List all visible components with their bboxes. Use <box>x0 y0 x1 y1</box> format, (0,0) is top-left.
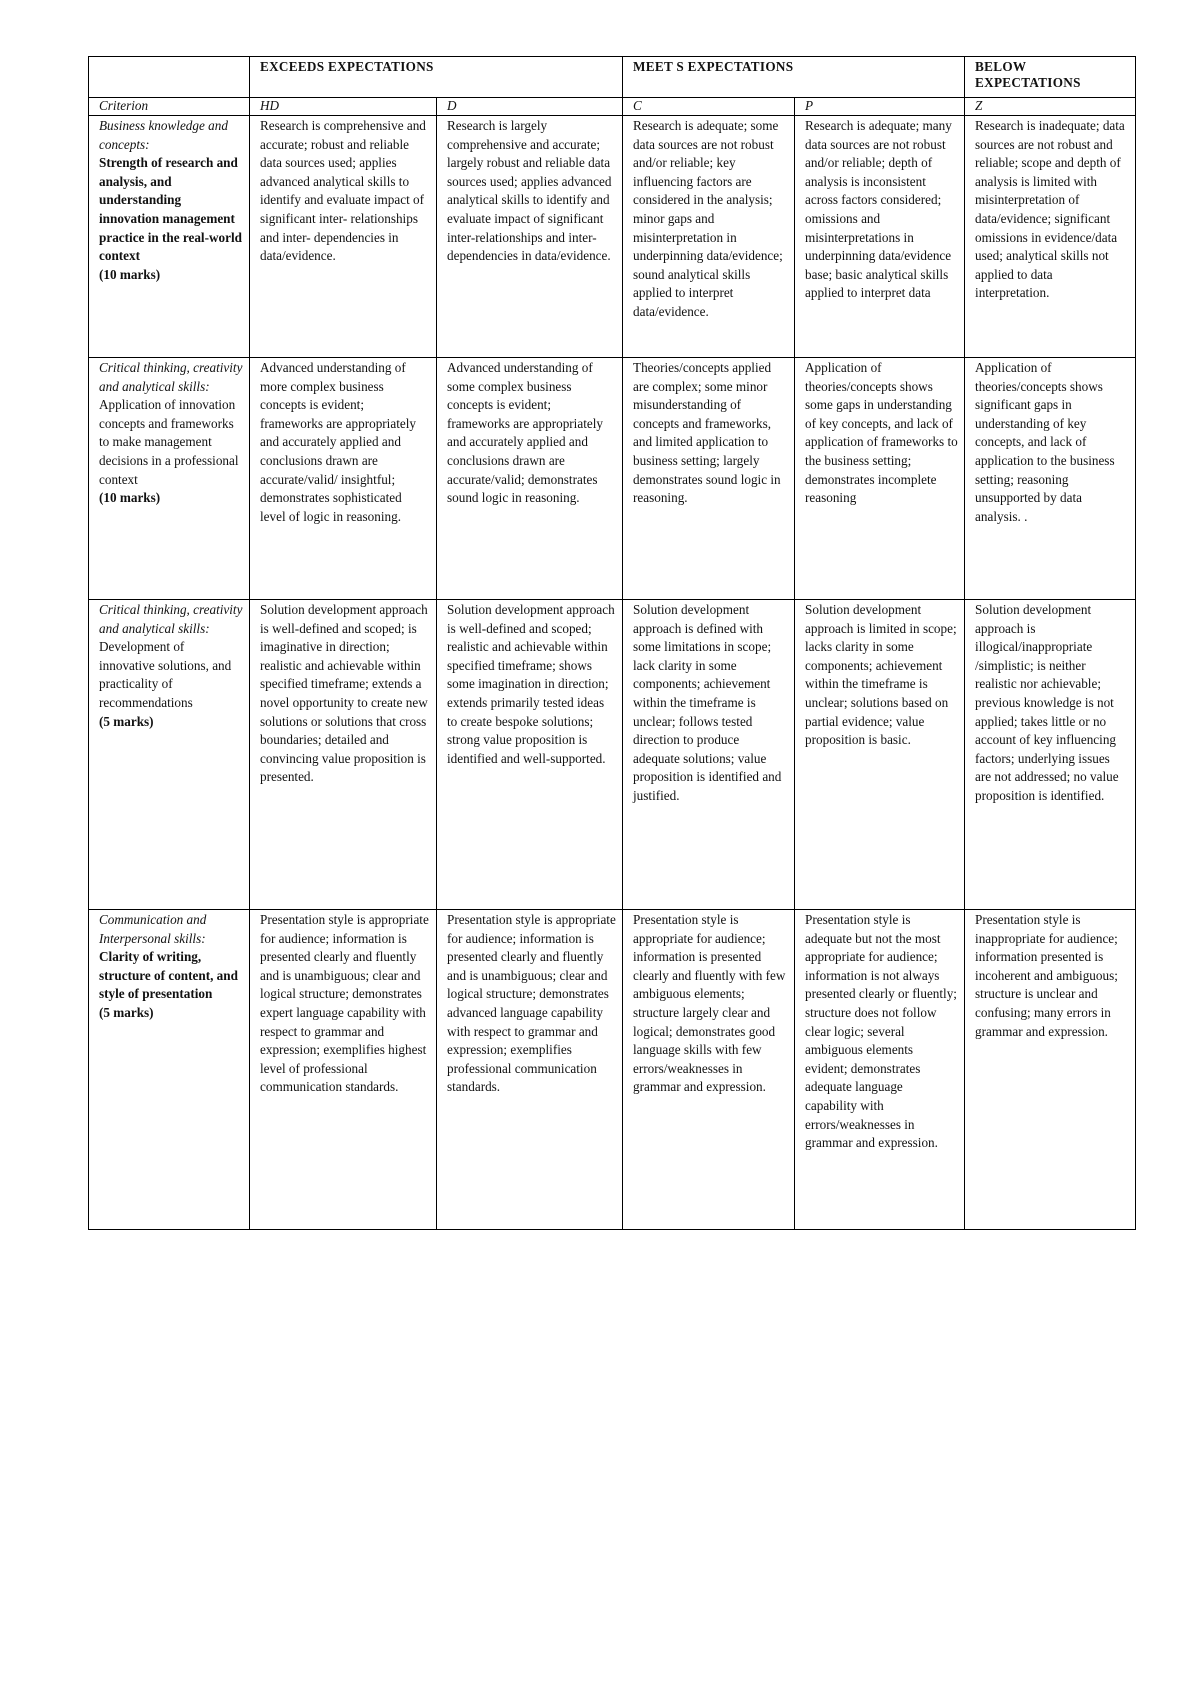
table-row <box>89 116 1136 358</box>
criterion-description: Application of innovation concepts and frameworks to make management decisions in a professional context <box>99 397 239 487</box>
criterion-category: Critical thinking, creativity and analytical skills: <box>99 602 243 636</box>
criterion-cell <box>89 910 250 1230</box>
grade-header-hd: HD <box>250 98 437 116</box>
table-row <box>89 358 1136 600</box>
cell-p-text: Presentation style is adequate but not the most appropriate for audience; information is not always presented clearly or fluently; structure does not follow clear logic; several ambiguous elements evident; demonstrates adequate language capability with errors/weaknesses in grammar and expression. <box>805 912 957 1151</box>
band-exceeds-expectations: EXCEEDS EXPECTATIONS <box>250 57 623 98</box>
criterion-description: Strength of research and analysis, and understanding innovation management practice in the real-world context <box>99 155 242 264</box>
criterion-category: Critical thinking, creativity and analytical skills: <box>99 360 243 394</box>
cell-c-text: Research is adequate; some data sources are not robust and/or reliable; key influencing factors are considered in the analysis; minor gaps and misinterpretation in underpinning data/evidence; sound analytical skills applied to interpret data/evidence. <box>633 118 783 319</box>
grade-header-z: Z <box>965 98 1136 116</box>
cell-hd <box>250 910 437 1230</box>
marking-rubric-table <box>88 56 1136 1230</box>
cell-c-text: Theories/concepts applied are complex; some minor misunderstanding of concepts and frameworks, and limited application to business setting; largely demonstrates sound logic in reasoning. <box>633 360 781 506</box>
grade-header-d: D <box>437 98 623 116</box>
criterion-marks: (5 marks) <box>99 713 154 729</box>
criterion-cell <box>89 600 250 910</box>
criterion-category: Business knowledge and concepts: <box>99 118 228 152</box>
cell-d <box>437 358 623 600</box>
cell-z-text: Solution development approach is illogical/inappropriate /simplistic; is neither realistic nor achievable; previous knowledge is not applied; takes little or no account of key influencing factors; underlying issues are not addressed; no value proposition is identified. <box>975 602 1119 803</box>
cell-z <box>965 910 1136 1230</box>
cell-z <box>965 600 1136 910</box>
table-row <box>89 910 1136 1230</box>
cell-p <box>795 116 965 358</box>
cell-hd-text: Presentation style is appropriate for audience; information is presented clearly and fluently and is unambiguous; clear and logical structure; demonstrates expert language capability with respect to grammar and expression; exemplifies highest level of professional communication standards. <box>260 912 429 1095</box>
cell-d-text: Solution development approach is well-defined and scoped; realistic and achievable within specified timeframe; shows some imagination in direction; extends primarily tested ideas to create bespoke solutions; strong value proposition is identified and well-supported. <box>447 602 615 766</box>
cell-p <box>795 910 965 1230</box>
criterion-marks: (5 marks) <box>99 1004 154 1020</box>
cell-hd <box>250 358 437 600</box>
band-below-expectations: BELOW EXPECTATIONS <box>965 57 1136 98</box>
cell-d <box>437 600 623 910</box>
cell-hd-text: Solution development approach is well-defined and scoped; is imaginative in direction; realistic and achievable within specified timeframe; extends a novel opportunity to create new solutions or solutions that cross boundaries; detailed and convincing value proposition is presented. <box>260 602 428 785</box>
cell-d-text: Research is largely comprehensive and accurate; largely robust and reliable data sources used; applies advanced analytical skills to identify and evaluate impact of significant inter-relationships and inter-dependencies in data/evidence. <box>447 118 612 264</box>
grade-header-p: P <box>795 98 965 116</box>
criterion-description: Clarity of writing, structure of content, and style of presentation <box>99 949 238 1002</box>
cell-d <box>437 910 623 1230</box>
cell-hd <box>250 116 437 358</box>
criterion-marks: (10 marks) <box>99 266 161 282</box>
criterion-cell <box>89 358 250 600</box>
cell-hd-text: Advanced understanding of more complex business concepts is evident; frameworks are appropriately and accurately applied and conclusions drawn are accurate/valid/ insightful; demonstrates sophisticated level of logic in reasoning. <box>260 360 416 524</box>
cell-p-text: Research is adequate; many data sources are not robust and/or reliable; depth of analysis is inconsistent across factors considered; omissions and misinterpretations in underpinning data/evidence base; basic analytical skills applied to interpret data <box>805 118 952 301</box>
band-empty-cell <box>89 57 250 98</box>
criterion-cell <box>89 116 250 358</box>
grade-header-row <box>89 98 1136 116</box>
cell-c-text: Solution development approach is defined with some limitations in scope; lack clarity in some components; achievement within the timeframe is unclear; follows tested direction to produce adequate solutions; value proposition is identified and justified. <box>633 602 782 803</box>
cell-z-text: Research is inadequate; data sources are not robust and reliable; scope and depth of analysis is limited with misinterpretation of data/evidence; significant omissions in evidence/data used; analytical skills not applied to data interpretation. <box>975 118 1125 301</box>
grade-header-c: C <box>623 98 795 116</box>
criterion-description: Development of innovative solutions, and practicality of recommendations <box>99 639 232 710</box>
cell-c <box>623 600 795 910</box>
cell-z-text: Application of theories/concepts shows significant gaps in understanding of key concepts, and lack of application to the business setting; reasoning unsupported by data analysis. . <box>975 360 1115 524</box>
cell-c-text: Presentation style is appropriate for audience; information is presented clearly and fluently with few ambiguous elements; structure largely clear and logical; demonstrates good language skills with few errors/weaknesses in grammar and expression. <box>633 912 786 1095</box>
cell-z <box>965 116 1136 358</box>
cell-d-text: Presentation style is appropriate for audience; information is presented clearly and fluently and is unambiguous; clear and logical structure; demonstrates advanced language capability with respect to grammar and expression; exemplifies professional communication standards. <box>447 912 616 1095</box>
band-meets-expectations: MEET S EXPECTATIONS <box>623 57 965 98</box>
expectation-band-row <box>89 57 1136 98</box>
cell-c <box>623 358 795 600</box>
cell-hd-text: Research is comprehensive and accurate; robust and reliable data sources used; applies advanced analytical skills to identify and evaluate impact of significant inter- relationships and inter- dependencies in data/evidence. <box>260 118 426 264</box>
cell-p-text: Solution development approach is limited in scope; lacks clarity in some components; achievement within the timeframe is unclear; solutions based on partial evidence; value proposition is basic. <box>805 602 957 748</box>
cell-p <box>795 600 965 910</box>
cell-c <box>623 910 795 1230</box>
grade-header-criterion: Criterion <box>89 98 250 116</box>
cell-p <box>795 358 965 600</box>
cell-d <box>437 116 623 358</box>
cell-z <box>965 358 1136 600</box>
cell-d-text: Advanced understanding of some complex business concepts is evident; frameworks are appropriately and accurately applied and conclusions drawn are accurate/valid; demonstrates sound logic in reasoning. <box>447 360 603 506</box>
cell-c <box>623 116 795 358</box>
cell-p-text: Application of theories/concepts shows some gaps in understanding of key concepts, and lack of application of frameworks to the business setting; demonstrates incomplete reasoning <box>805 360 958 506</box>
criterion-marks: (10 marks) <box>99 490 161 506</box>
cell-hd <box>250 600 437 910</box>
cell-z-text: Presentation style is inappropriate for audience; information presented is incoherent and ambiguous; structure is unclear and confusing; many errors in grammar and expression. <box>975 912 1118 1039</box>
criterion-category: Communication and Interpersonal skills: <box>99 912 207 946</box>
table-row <box>89 600 1136 910</box>
